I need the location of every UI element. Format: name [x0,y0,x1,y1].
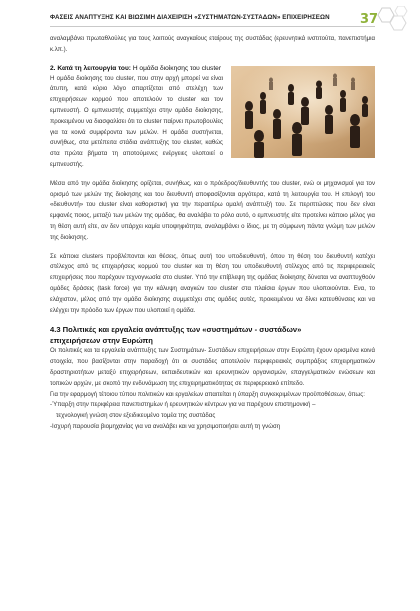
section-2-block [50,64,375,171]
section-2-title-bold: 2. Κατά τη λειτουργία του: [50,64,131,72]
bullet-industry: -Ισχυρή παρουσία βιομηχανίας για να αναλάβει και να χρησιμοποιήσει αυτή τη γνώση [50,422,281,430]
bullet-universities-line-1: -Ύπαρξη στην περιφέρεια πανεπιστημίων ή ερευνητικών κέντρων για να παρέχουν επιστημονική – [50,401,316,409]
section-2-text: Η ομάδα διοίκησης του cluster, που στην αρχή μπορεί να είναι άτυπη, κατά κύριο λόγο απαρτίζεται από στελέχη των επιχειρήσεων κορμού που αποτελούν το cluster και τον εμπνευστή. Ο εμπνευστής συμμετέχει στην ομάδα διοίκησης, προκειμένου να διασφαλίσει ότι το cluster παίρνει πρωτοβουλίες για τα κοινά συμφέροντα των μελών. Η ομάδα συστήνεται, συνήθως, στα μετέπειτα στάδια ανάπτυξης του cluster, καθώς στα πρώτα βήματα τη αποτούμενες ενέργειες υλοποιεί ο εμπνευστής. [50,74,223,168]
bullet-universities-line-2: τεχνολογική γνώση στον εξειδικευμένο τομέα της συστάδας [56,412,216,420]
running-title: ΦΑΣΕΙΣ ΑΝΑΠΤΥΞΗΣ ΚΑΙ ΒΙΩΣΙΜΗ ΔΙΑΧΕΙΡΙΣΗ «ΣΥΣΤΗΜΑΤΩΝ-ΣΥΣΤΑΔΩΝ» ΕΠΙΧΕΙΡΗΣΕΩΝ [50,14,330,21]
paragraph-policies: Οι πολιτικές και τα εργαλεία ανάπτυξης των Συστημάτων- Συστάδων επιχειρήσεων στην Ευρώπη έχουν ορισμένα κοινά στοιχεία, που βασίζονται στην παραδοχή ότι οι συστάδες αποτελούν περιφερειακές συμπράξεις επιχειρηματικών δραστηριοτήτων μεταξύ επιχειρήσεων, εκπαιδευτικών και ερευνητικών οργανισμών, επαγγελματικών ενώσεων και τοπικών αρχών, με σκοπό την ενδυνάμωση της επιχειρηματικότητας σε περιφερειακό επίπεδο. [50,347,375,387]
paragraph-director: Μέσα από την ομάδα διοίκησης ορίζεται, συνήθως, και ο πρόεδρος/διευθυντής του cluster, ενώ οι μηχανισμοί για τον ορισμό των μελών της διοίκησης και του διευθυντή αποφασίζονται αργότερα, κατά τη λειτουργία του. Η επιλογή του «διευθυντή» του cluster είναι καθοριστική για την περαιτέρω ομαλή ανάπτυξή του. Σε περιπτώσεις που δεν είναι εμφανές ποιος, μεταξύ των μελών της ομάδας, θα αναλάβει το ρόλο αυτό, ο εμπνευστής είτε προτείνει κάποιο μέλος για τη θέση αυτή είτε, αν δεν υπάρχει καμία υποψηφιότητα, αναλαμβάνει ο ίδιος, με τη σύμφωνη πάντα γνώμη των μελών της διοίκησης. [50,179,375,241]
paragraph-prerequisites: Για την εφαρμογή τέτοιου τύπου πολιτικών και εργαλείων απαιτείται η ύπαρξη συγκεκριμένων προϋποθέσεων, όπως: [50,390,365,398]
section-4-3-heading-line-2: επιχειρήσεων στην Ευρώπη [50,336,153,346]
paragraph-subdirector: Σε κάποια clusters προβλέπονται και θέσεις, όπως αυτή του υποδιευθυντή, όπου τη θέση του διευθυντή κατέχει στέλεχος από τις επιχειρήσεις κορμού του cluster και τη θέση του υποδιευθυντή στέλεχος από τις περιφερειακές επιχειρήσεις που παρέχουν τεχνογνωσία στο cluster. Υπό την επίβλεψη της ομάδας διοίκησης δύναται να αναπτυχθούν ομάδες δράσεις (task force) για την κάλυψη αναγκών του cluster στα πλαίσια έργων που υλοποιούνται. Ενα, το ελάχιστον, μέλος από την ομάδα διοίκησης συμμετέχει στις ομάδες αυτές, προκειμένου να δίνει κατευθύνσεις και να ελέγχει την πρόοδο των έργων που υλοποιεί η ομάδα. [50,252,375,314]
crowd-of-people-walking-photo [231,66,375,158]
section-4-3-heading-line-1: 4.3 Πολιτικές και εργαλεία ανάπτυξης των «συστημάτων - συστάδων» [50,325,302,335]
intro-paragraph: αναλαμβάνει πρωταθλούλες για τους λοιπούς αναγκαίους εταίρους της συστάδας (ερευνητικά ινστιτούτα, πανεπιστήμια κ.λπ.). [50,35,375,53]
page-content [50,34,375,433]
hexagon-decoration-icon [372,6,412,36]
running-header [50,14,375,27]
section-2-title-rest: Η ομάδα διοίκησης του cluster [130,64,222,72]
page-number: 37 [360,12,379,27]
